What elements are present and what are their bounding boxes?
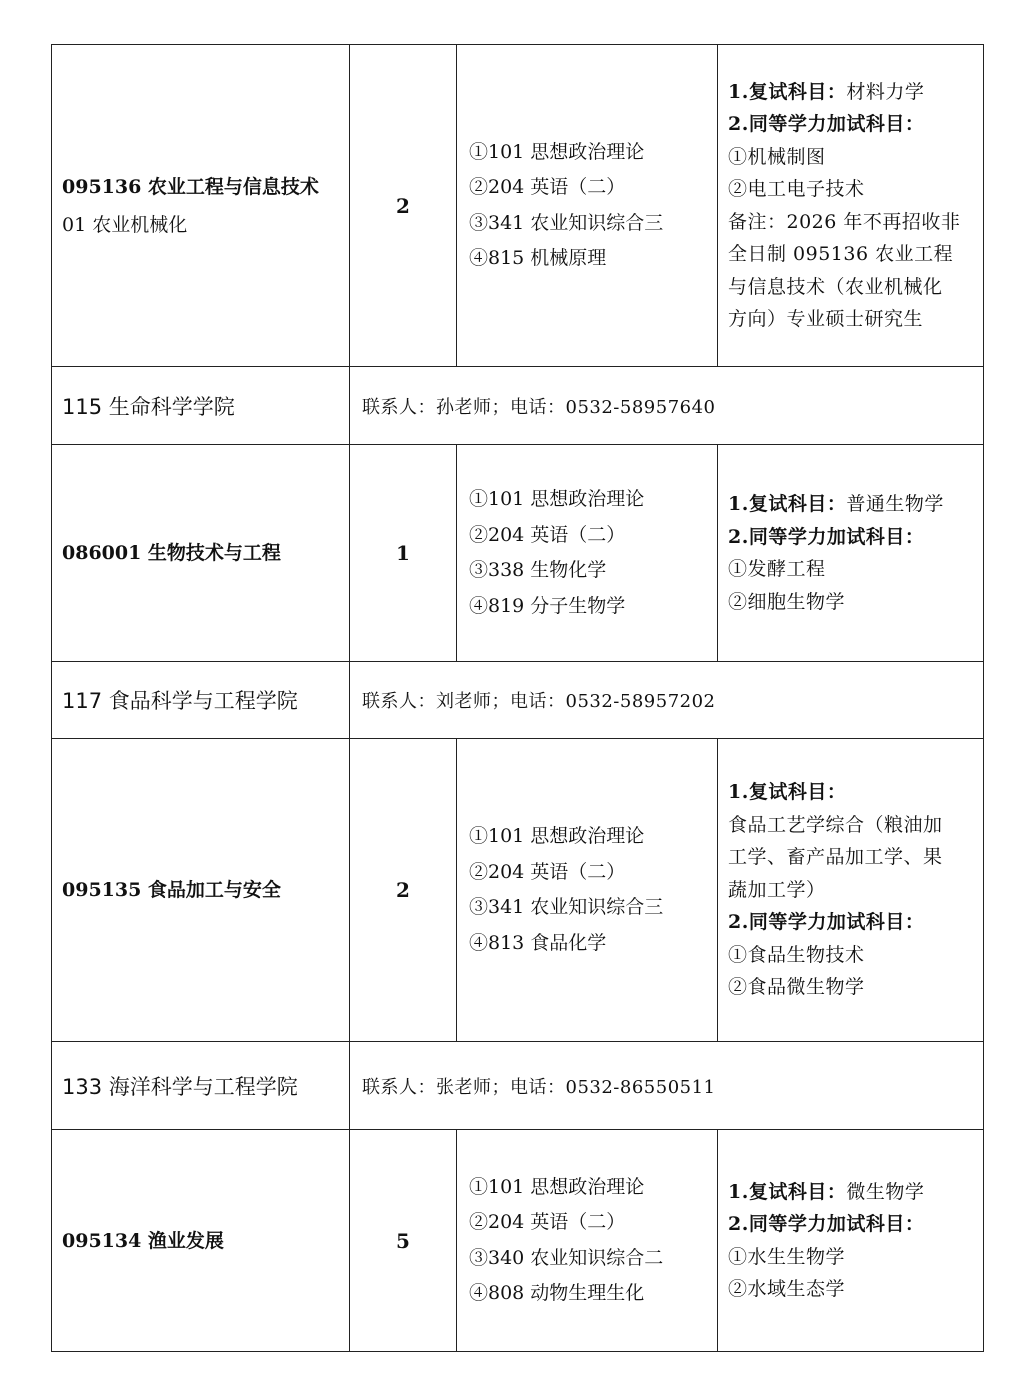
exam-subject: ①101 思想政治理论: [469, 825, 645, 847]
college-name: 115 生命科学学院: [52, 367, 350, 445]
major-cell: [52, 739, 350, 1042]
exam-subject: ③341 农业知识综合三: [469, 211, 664, 234]
college-name: 117 食品科学与工程学院: [52, 662, 350, 739]
extra-exam-label: 2.同等学力加试科目：: [728, 525, 925, 548]
retest-notes: [718, 739, 984, 1042]
major-cell: [52, 1130, 350, 1352]
exam-subject: ②204 英语（二）: [469, 523, 626, 546]
major-code-name: 095134 渔业发展: [62, 1229, 224, 1252]
table-row: [52, 445, 984, 662]
contact-info: 联系人：刘老师；电话：0532-58957202: [350, 662, 984, 739]
retest-notes: [718, 45, 984, 367]
major-code-name: 086001 生物技术与工程: [62, 542, 281, 564]
exam-subjects: [457, 739, 718, 1042]
extra-exam-subject: ①机械制图: [728, 145, 826, 168]
extra-exam-label: 2.同等学力加试科目：: [728, 113, 925, 135]
major-cell: [52, 445, 350, 662]
extra-exam-subject: ②电工电子技术: [728, 178, 865, 200]
retest-subject-line: 蔬加工学）: [728, 878, 826, 901]
admission-table: [51, 44, 984, 1352]
major-code-name: 095135 食品加工与安全: [62, 879, 281, 901]
retest-label: 1.复试科目：: [728, 80, 847, 103]
remark-line: 方向）专业硕士研究生: [728, 308, 924, 330]
exam-subject: ③338 生物化学: [469, 559, 607, 581]
college-row: [52, 662, 984, 739]
exam-subject: ②204 英语（二）: [469, 1211, 626, 1233]
exam-subject: ③341 农业知识综合三: [469, 896, 664, 918]
college-row: [52, 367, 984, 445]
retest-notes: [718, 1130, 984, 1352]
exam-subject: ①101 思想政治理论: [469, 140, 645, 163]
retest-subject-line: 工学、畜产品加工学、果: [728, 846, 943, 869]
exam-subject: ④808 动物生理生化: [469, 1282, 645, 1304]
major-code-name: 095136 农业工程与信息技术: [62, 175, 319, 198]
extra-exam-label: 2.同等学力加试科目：: [728, 1213, 925, 1235]
exam-subjects: [457, 45, 718, 367]
table-row: [52, 1130, 984, 1352]
exam-subjects: [457, 1130, 718, 1352]
major-cell: [52, 45, 350, 367]
extra-exam-subject: ①食品生物技术: [728, 943, 865, 966]
exam-subjects: [457, 445, 718, 662]
extra-exam-subject: ②食品微生物学: [728, 976, 865, 999]
retest-label: 1.复试科目：: [728, 781, 847, 804]
remark-line: 全日制 095136 农业工程: [728, 243, 954, 265]
table-row: [52, 45, 984, 367]
contact-info: 联系人：张老师；电话：0532-86550511: [350, 1042, 984, 1130]
college-name: 133 海洋科学与工程学院: [52, 1042, 350, 1130]
retest-subject: 普通生物学: [846, 493, 944, 515]
exam-subject: ①101 思想政治理论: [469, 488, 645, 510]
enrollment-count: 1: [350, 445, 457, 662]
retest-subject-line: 食品工艺学综合（粮油加: [728, 813, 943, 836]
extra-exam-subject: ②细胞生物学: [728, 590, 846, 613]
extra-exam-label: 2.同等学力加试科目：: [728, 911, 925, 934]
retest-label: 1.复试科目：: [728, 1180, 847, 1203]
extra-exam-subject: ①水生生物学: [728, 1245, 846, 1268]
remark-line: 与信息技术（农业机械化: [728, 275, 943, 298]
retest-subject: 材料力学: [846, 80, 925, 103]
exam-subject: ②204 英语（二）: [469, 860, 626, 883]
retest-subject: 微生物学: [846, 1180, 925, 1203]
enrollment-count: 2: [350, 45, 457, 367]
exam-subject: ③340 农业知识综合二: [469, 1246, 664, 1269]
exam-subject: ④815 机械原理: [469, 247, 607, 269]
extra-exam-subject: ②水域生态学: [728, 1278, 846, 1300]
enrollment-count: 5: [350, 1130, 457, 1352]
remark-line: 备注：2026 年不再招收非: [728, 210, 961, 233]
table-row: [52, 739, 984, 1042]
extra-exam-subject: ①发酵工程: [728, 558, 826, 580]
major-direction: 01 农业机械化: [62, 213, 188, 236]
exam-subject: ④819 分子生物学: [469, 594, 626, 617]
contact-info: 联系人：孙老师；电话：0532-58957640: [350, 367, 984, 445]
exam-subject: ②204 英语（二）: [469, 176, 626, 198]
college-row: [52, 1042, 984, 1130]
exam-subject: ①101 思想政治理论: [469, 1175, 645, 1198]
exam-subject: ④813 食品化学: [469, 931, 607, 954]
retest-label: 1.复试科目：: [728, 493, 847, 515]
enrollment-count: 2: [350, 739, 457, 1042]
retest-notes: [718, 445, 984, 662]
